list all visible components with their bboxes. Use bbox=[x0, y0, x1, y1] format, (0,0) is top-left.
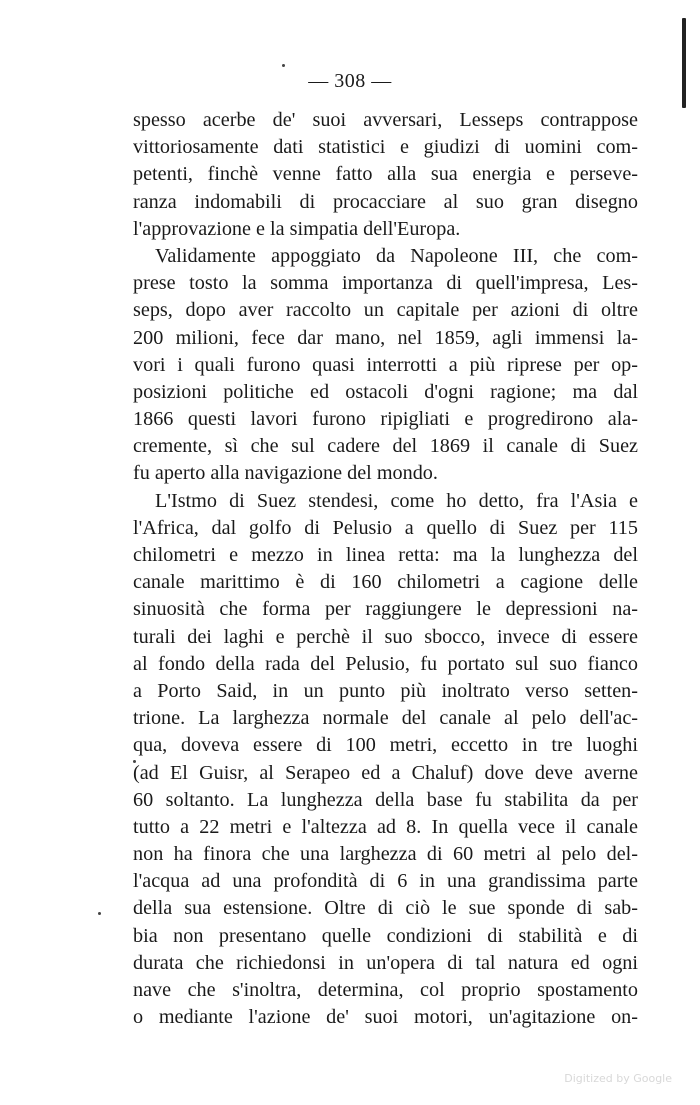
text-line: qua, doveva essere di 100 metri, eccetto in tre luoghi bbox=[133, 734, 638, 757]
text-line: spesso acerbe de' suoi avversari, Lesseps contrappose bbox=[133, 109, 638, 131]
text-line: vori i quali furono quasi interrotti a più riprese per op- bbox=[133, 353, 638, 376]
text-line: durata che richiedonsi in un'opera di tal natura ed ogni bbox=[133, 951, 638, 974]
text-line: non ha finora che una larghezza di 60 metri al pelo del- bbox=[133, 843, 638, 866]
text-line: l'Africa, dal golfo di Pelusio a quello di Suez per 115 bbox=[133, 516, 638, 539]
text-line: petenti, finchè venne fatto alla sua energia e perseve- bbox=[133, 163, 638, 186]
watermark: Digitized by Google bbox=[564, 1072, 672, 1085]
text-line: cremente, sì che sul cadere del 1869 il canale di Suez bbox=[133, 435, 638, 458]
text-line: canale marittimo è di 160 chilometri a cagione delle bbox=[133, 571, 638, 594]
body-text bbox=[133, 107, 638, 1031]
ink-speck bbox=[98, 912, 101, 915]
text-line: a Porto Said, in un punto più inoltrato verso setten- bbox=[133, 679, 638, 702]
text-line: Validamente appoggiato da Napoleone III, che com- bbox=[155, 244, 638, 267]
text-line: vittoriosamente dati statistici e giudizi di uomini com- bbox=[133, 136, 638, 159]
text-line: posizioni politiche ed ostacoli d'ogni ragione; ma dal bbox=[133, 380, 638, 403]
text-line: l'acqua ad una profondità di 6 in una grandissima parte bbox=[133, 870, 638, 893]
text-line: della sua estensione. Oltre di ciò le sue sponde di sab- bbox=[133, 897, 638, 920]
ink-speck bbox=[282, 64, 285, 67]
text-line: 1866 questi lavori furono ripigliati e progredirono ala- bbox=[133, 408, 638, 431]
page-edge-mark bbox=[682, 18, 686, 108]
text-line: al fondo della rada del Pelusio, fu portato sul suo fianco bbox=[133, 652, 638, 675]
page-number: — 308 — bbox=[308, 70, 392, 92]
text-line: fu aperto alla navigazione del mondo. bbox=[133, 462, 438, 485]
text-line: chilometri e mezzo in linea retta: ma la lunghezza del bbox=[133, 544, 638, 566]
text-line: prese tosto la somma importanza di quell'impresa, Les- bbox=[133, 272, 638, 295]
text-line: turali dei laghi e perchè il suo sbocco, invece di essere bbox=[133, 625, 638, 648]
text-line: bia non presentano quelle condizioni di stabilità e di bbox=[133, 924, 638, 947]
text-line: seps, dopo aver raccolto un capitale per azioni di oltre bbox=[133, 299, 638, 322]
text-line: (ad El Guisr, al Serapeo ed a Chaluf) dove deve averne bbox=[133, 761, 638, 784]
text-line: o mediante l'azione de' suoi motori, un'agitazione on- bbox=[133, 1006, 638, 1029]
text-line: tutto a 22 metri e l'altezza ad 8. In quella vece il canale bbox=[133, 815, 638, 838]
text-line: L'Istmo di Suez stendesi, come ho detto, fra l'Asia e bbox=[155, 489, 638, 512]
text-line: nave che s'inoltra, determina, col proprio spostamento bbox=[133, 979, 638, 1001]
text-line: sinuosità che forma per raggiungere le depressioni na- bbox=[133, 598, 638, 621]
text-line: 200 milioni, fece dar mano, nel 1859, agli immensi la- bbox=[133, 326, 638, 349]
text-line: 60 soltanto. La lunghezza della base fu stabilita da per bbox=[133, 788, 638, 811]
text-line: trione. La larghezza normale del canale al pelo dell'ac- bbox=[133, 707, 638, 730]
text-line: l'approvazione e la simpatia dell'Europa. bbox=[133, 217, 461, 240]
text-line: ranza indomabili di procacciare al suo gran disegno bbox=[133, 190, 638, 213]
